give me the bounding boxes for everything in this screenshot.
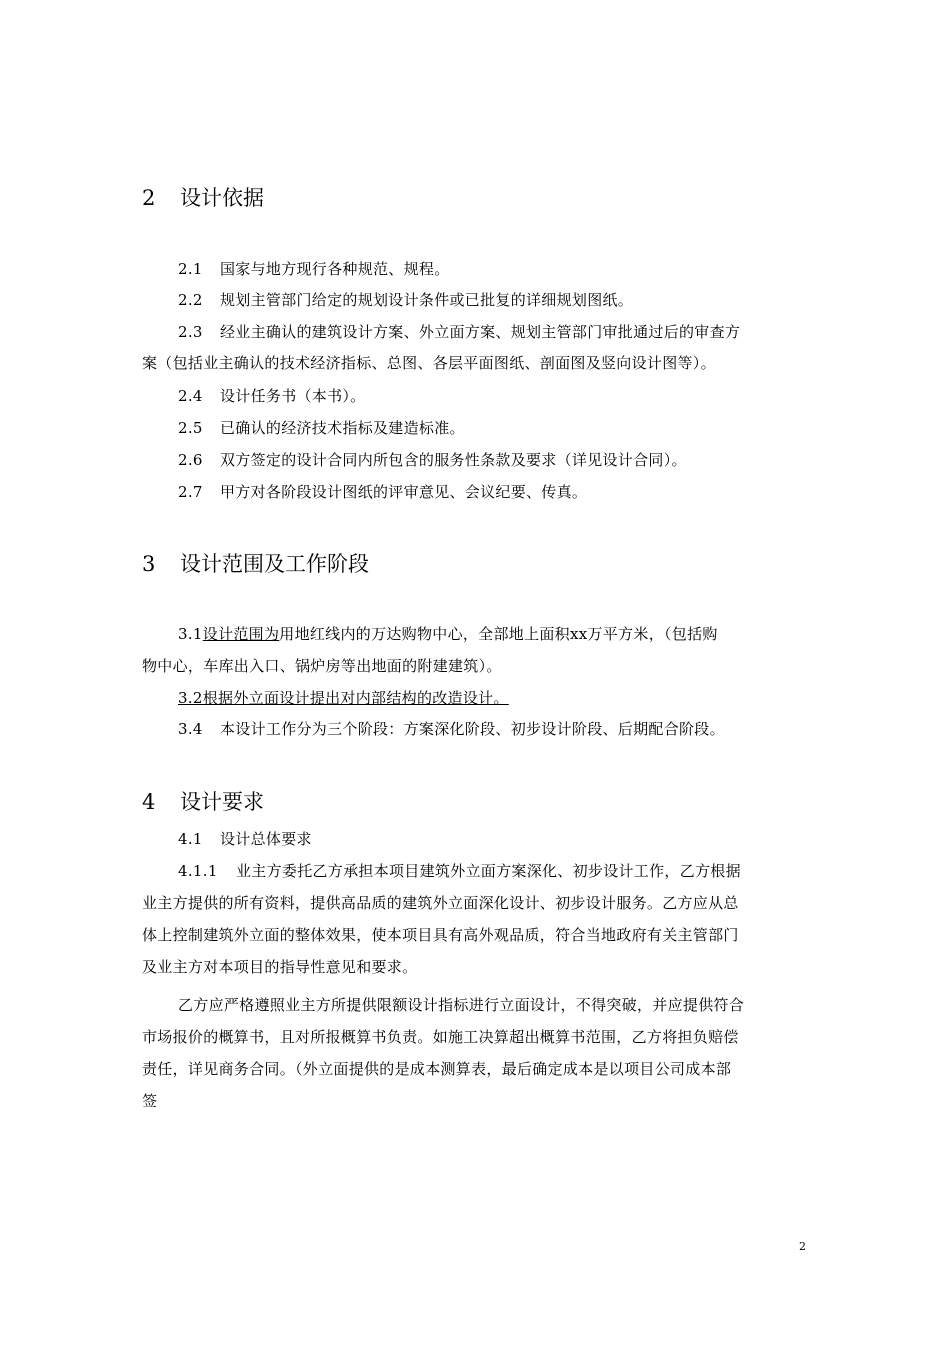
underlined-text: 设计范围为: [202, 625, 280, 643]
section-2-heading: [142, 182, 264, 212]
item-number: 2.5: [178, 419, 203, 437]
item-number: 4.1: [178, 830, 203, 848]
paragraph: [178, 718, 725, 739]
section-3-heading: [142, 548, 369, 578]
paragraph-text: 业主方委托乙方承担本项目建筑外立面方案深化、初步设计工作，乙方根据: [236, 862, 741, 880]
paragraph: [178, 860, 741, 881]
paragraph-line: 及业主方对本项目的指导性意见和要求。: [142, 958, 418, 976]
list-item: [178, 449, 687, 470]
item-text: 经业主确认的建筑设计方案、外立面方案、规划主管部门审批通过后的审查方: [220, 323, 741, 341]
item-text: 设计任务书（本书）。: [220, 387, 366, 405]
list-item: [178, 385, 366, 406]
item-number: 2.7: [178, 483, 203, 501]
item-number: 4.1.1: [178, 862, 218, 880]
subheading-text: 设计总体要求: [220, 830, 312, 848]
item-number: 2.4: [178, 387, 203, 405]
paragraph: [178, 623, 718, 644]
item-text: 国家与地方现行各种规范、规程。: [220, 260, 450, 278]
heading-number: 3: [142, 552, 156, 576]
list-item: [178, 417, 465, 438]
underlined-paragraph: 3.2根据外立面设计提出对内部结构的改造设计。: [178, 689, 509, 707]
list-item: [178, 258, 450, 279]
paragraph-line: 市场报价的概算书，且对所报概算书负责。如施工决算超出概算书范围，乙方将担负赔偿: [142, 1028, 739, 1046]
paragraph-text: 本设计工作分为三个阶段：方案深化阶段、初步设计阶段、后期配合阶段。: [220, 720, 725, 738]
paragraph-line: 责任，详见商务合同。（外立面提供的是成本测算表，最后确定成本是以项目公司成本部: [142, 1060, 732, 1078]
list-item: [178, 321, 740, 342]
list-item-continuation: 案（包括业主确认的技术经济指标、总图、各层平面图纸、剖面图及竖向设计图等）。: [142, 354, 716, 372]
item-text: 规划主管部门给定的规划设计条件或已批复的详细规划图纸。: [220, 291, 634, 309]
heading-number: 4: [142, 790, 156, 814]
item-number: 2.3: [178, 323, 203, 341]
paragraph-line: 体上控制建筑外立面的整体效果，使本项目具有高外观品质，符合当地政府有关主管部门: [142, 926, 739, 944]
item-text: 已确认的经济技术指标及建造标准。: [220, 419, 465, 437]
item-number: 2.1: [178, 260, 203, 278]
item-number: 3.1: [178, 625, 203, 643]
heading-text: 设计依据: [180, 186, 264, 210]
paragraph-line: 业主方提供的所有资料，提供高品质的建筑外立面深化设计、初步设计服务。乙方应从总: [142, 894, 739, 912]
section-4-heading: [142, 786, 264, 816]
item-number: 2.2: [178, 291, 203, 309]
paragraph-line: 签: [142, 1092, 158, 1110]
item-number: 3.4: [178, 720, 203, 738]
heading-text: 设计范围及工作阶段: [180, 552, 369, 576]
list-item: [178, 481, 587, 502]
paragraph-continuation: 物中心，车库出入口、锅炉房等出地面的附建建筑）。: [142, 657, 502, 675]
item-text: 甲方对各阶段设计图纸的评审意见、会议纪要、传真。: [220, 483, 588, 501]
paragraph-line: 乙方应严格遵照业主方所提供限额设计指标进行立面设计，不得突破，并应提供符合: [178, 996, 745, 1014]
page-number: 2: [799, 1240, 806, 1253]
heading-text: 设计要求: [180, 790, 264, 814]
list-item: [178, 289, 633, 310]
subheading: [178, 828, 312, 849]
item-number: 2.6: [178, 451, 203, 469]
item-text: 双方签定的设计合同内所包含的服务性条款及要求（详见设计合同）。: [220, 451, 687, 469]
heading-number: 2: [142, 186, 156, 210]
paragraph-text: 用地红线内的万达购物中心，全部地上面积xx万平方米，（包括购: [279, 625, 718, 643]
